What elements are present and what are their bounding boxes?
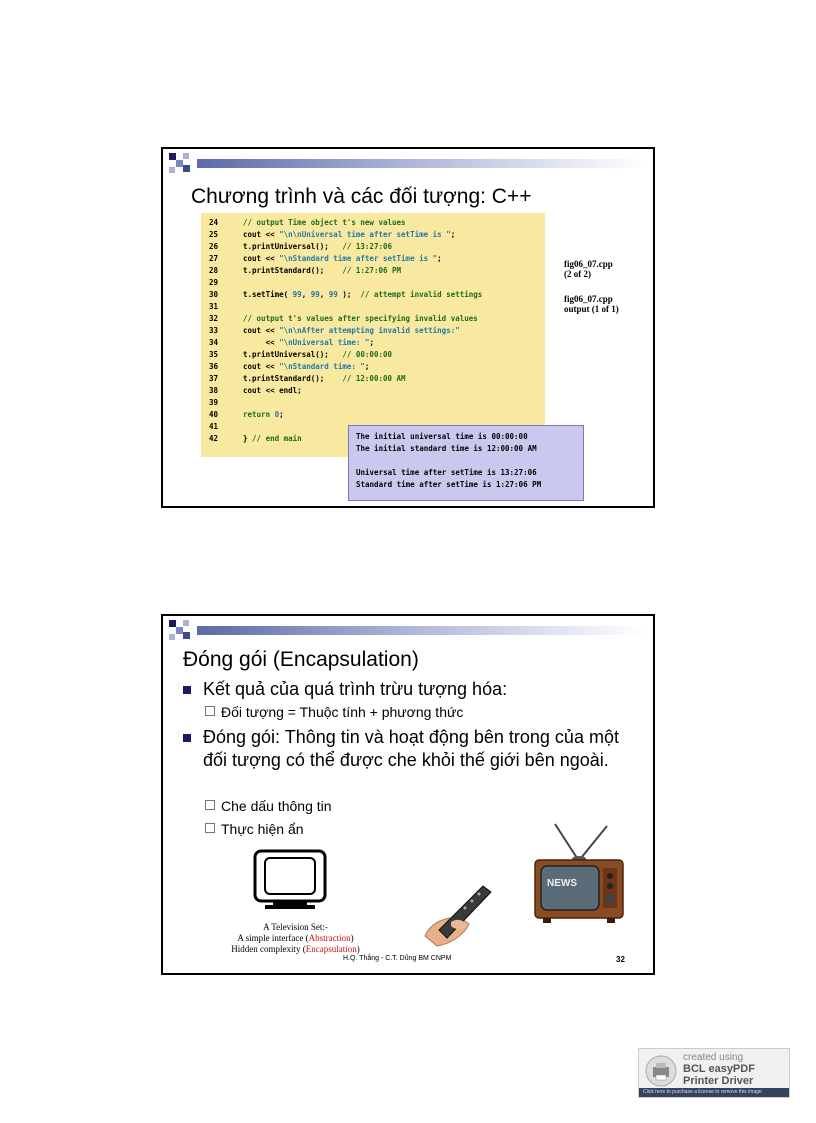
badge-text: created using: [683, 1052, 744, 1063]
line-number: 40: [209, 410, 219, 419]
caption-text: A simple interface (: [237, 933, 309, 943]
line-number: 29: [209, 278, 219, 287]
output-line: The initial universal time is 00:00:00: [356, 432, 528, 441]
slide-1: [161, 147, 655, 508]
line-number: 39: [209, 398, 219, 407]
line-number: 36: [209, 362, 219, 371]
caption-text: ): [356, 944, 360, 954]
line-number: 27: [209, 254, 219, 263]
sub-bullet-box-icon: [205, 706, 215, 716]
printer-logo-icon: [645, 1055, 677, 1087]
bullet-text: Đóng gói: Thông tin và hoạt động bên trong của một đối tượng có thể được che khỏi thế giới bên ngoài.: [203, 727, 619, 770]
program-output: [348, 425, 584, 501]
code-text: return 0;: [243, 410, 284, 419]
figure-label-line: output (1 of 1): [564, 304, 619, 314]
code-text: t.printUniversal(); // 13:27:06: [243, 242, 393, 251]
figure-label-line: fig06_07.cpp: [564, 294, 613, 304]
corner-decoration: [169, 620, 197, 642]
caption-line: [203, 944, 388, 955]
badge-title: Printer Driver: [683, 1075, 754, 1087]
line-number: 35: [209, 350, 219, 359]
sub-bullet-box-icon: [205, 800, 215, 810]
figure-label-output: [564, 294, 619, 314]
line-number: 38: [209, 386, 219, 395]
title-bar-gradient: [197, 159, 645, 168]
figure-label-line: (2 of 2): [564, 269, 591, 279]
code-text: t.setTime( 99, 99, 99 ); // attempt invalid settings: [243, 290, 483, 299]
output-line: Standard time after setTime is 1:27:06 PM: [356, 480, 542, 489]
code-text: cout << "\n\nAfter attempting invalid settings:": [243, 326, 460, 335]
line-number: 33: [209, 326, 219, 335]
line-number: 30: [209, 290, 219, 299]
figure-label-code: [564, 259, 613, 279]
bullet-square-icon: [183, 686, 191, 694]
code-text: t.printStandard(); // 1:27:06 PM: [243, 266, 402, 275]
line-number: 26: [209, 242, 219, 251]
output-line: Universal time after setTime is 13:27:06: [356, 468, 537, 477]
code-text: cout << endl;: [243, 386, 302, 395]
sub-bullet-item: [205, 821, 304, 837]
bullet-text: Kết quả của quá trình trừu tượng hóa:: [203, 679, 508, 699]
code-text: t.printUniversal(); // 00:00:00: [243, 350, 393, 359]
code-text: cout << "\nStandard time: ";: [243, 362, 370, 371]
sub-bullet-text: Thực hiện ẩn: [221, 821, 304, 837]
slide-footer: H.Q. Thắng - C.T. Dũng BM CNPM: [343, 955, 452, 962]
tv-screen-text: NEWS: [547, 878, 577, 889]
page-number: 32: [616, 955, 625, 964]
television-outline-icon: [251, 848, 331, 916]
sub-bullet-item: [205, 704, 463, 720]
line-number: 34: [209, 338, 219, 347]
bullet-square-icon: [183, 734, 191, 742]
code-text: cout << "\n\nUniversal time after setTime is ";: [243, 230, 456, 239]
caption-line: [203, 933, 388, 944]
code-text: cout << "\nStandard time after setTime is ";: [243, 254, 442, 263]
code-text: << "\nUniversal time: ";: [243, 338, 374, 347]
sub-bullet-text: Che dấu thông tin: [221, 798, 332, 814]
caption-line: A Television Set:-: [263, 922, 328, 932]
title-bar-gradient: [197, 626, 645, 635]
line-number: 37: [209, 374, 219, 383]
retro-television-icon: [529, 822, 629, 924]
figure-label-line: fig06_07.cpp: [564, 259, 613, 269]
code-text: t.printStandard(); // 12:00:00 AM: [243, 374, 406, 383]
line-number: 28: [209, 266, 219, 275]
image-caption: [203, 922, 388, 955]
badge-purchase-link[interactable]: Click here to purchase a license to remove this image: [639, 1088, 789, 1097]
line-number: 25: [209, 230, 219, 239]
output-line: The initial standard time is 12:00:00 AM: [356, 444, 537, 453]
caption-highlight: Abstraction: [308, 933, 351, 943]
slide-2: [161, 614, 655, 975]
easypdf-badge[interactable]: [638, 1048, 790, 1098]
code-text: // output t's values after specifying invalid values: [243, 314, 478, 323]
line-number: 31: [209, 302, 219, 311]
badge-title: BCL easyPDF: [683, 1063, 755, 1075]
line-number: 24: [209, 218, 219, 227]
line-number: 41: [209, 422, 219, 431]
caption-text: ): [350, 933, 354, 943]
caption-text: Hidden complexity (: [231, 944, 306, 954]
sub-bullet-box-icon: [205, 823, 215, 833]
line-number: 42: [209, 434, 219, 443]
corner-decoration: [169, 153, 197, 175]
sub-bullet-item: [205, 798, 332, 814]
code-text: // output Time object t's new values: [243, 218, 406, 227]
sub-bullet-text: Đối tượng = Thuộc tính + phương thức: [221, 704, 464, 720]
slide-title: Chương trình và các đối tượng: C++: [191, 185, 532, 208]
code-text: } // end main: [243, 434, 302, 443]
remote-control-hand-icon: [417, 878, 497, 952]
line-number: 32: [209, 314, 219, 323]
caption-highlight: Encapsulation: [305, 944, 357, 954]
code-listing: [201, 213, 545, 457]
slide-title: Đóng gói (Encapsulation): [183, 648, 419, 671]
